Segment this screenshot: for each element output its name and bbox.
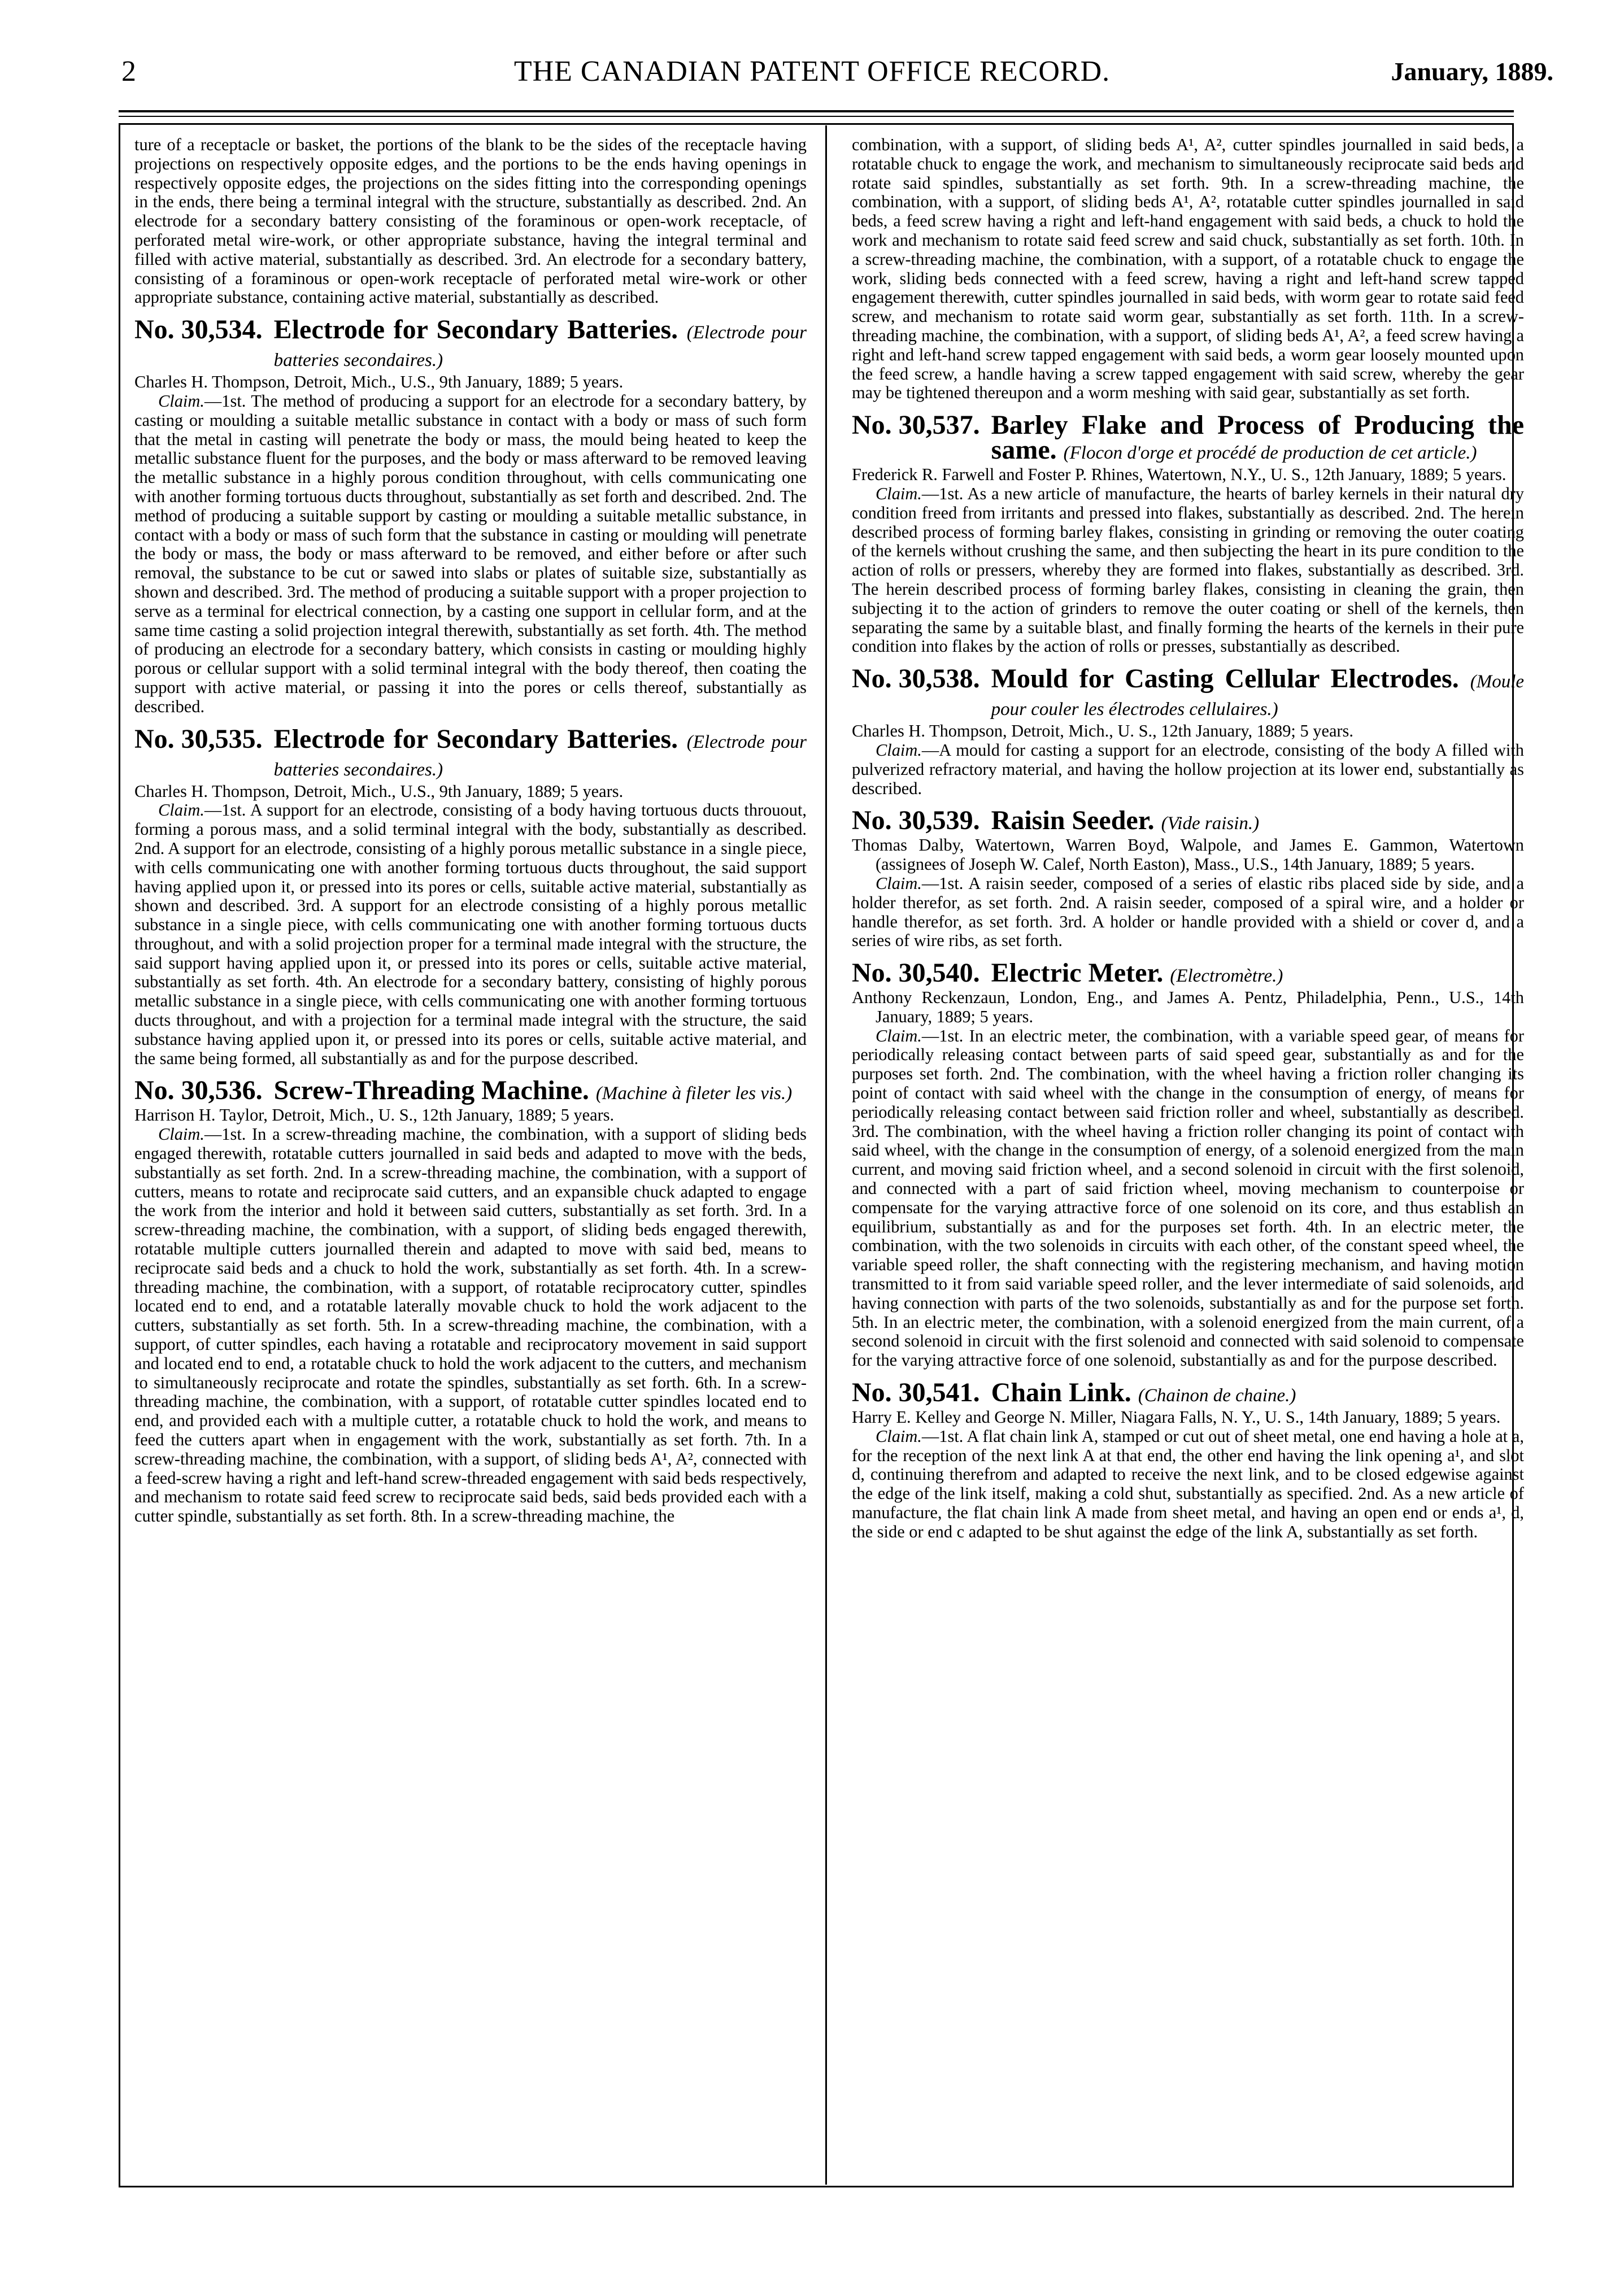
column-divider — [825, 125, 827, 2185]
patent-title: Screw-Threading Machine. — [273, 1075, 589, 1106]
patent-title-block — [991, 805, 1524, 836]
patent-entry — [134, 317, 807, 716]
inventor-line: Charles H. Thompson, Detroit, Mich., U. S., 12th January, 1889; 5 years. — [852, 721, 1353, 741]
patent-number: No. 30,535. — [134, 724, 263, 754]
patent-french-title: (Electromètre.) — [1170, 966, 1283, 987]
patent-french-title: (Flocon d'orge et procédé de production de cet article.) — [1063, 443, 1477, 464]
patent-title: Mould for Casting Cellular Electrodes. — [991, 664, 1459, 694]
patent-title: Barley Flake and Process of Producing the same. — [991, 410, 1524, 465]
claim-body: —1st. A support for an electrode, consisting of a body having tortuous ducts throuout, forming a porous mass, and a solid terminal integral with the body, substantially as described. 2nd. A support for an electrode, consisting of a highly porous metallic substance in a single piece, with cells communicating one with another forming tortuous ducts throughout, the said support having applied upon it, or pressed into its pores or cells, suitable active material, substantially as shown and described. 3rd. A support for an electrode consisting of a highly porous metallic substance in a single piece, with cells communicating one with another forming tortuous ducts throughout, and with a solid projection proper for a terminal made integral with the structure, the said support having applied upon it, or pressed into its pores or cells, suitable active material, substantially as set forth. 4th. An electrode for a secondary battery, consisting of highly porous metallic substance in a single piece, with cells communicating one with another forming tortuous ducts throughout, and with a projection for a terminal made integral with the structure, the said substance having applied upon it, or pressed into its pores or cells, suitable active material, and the same being formed, all substantially as and for the purpose described. — [134, 800, 807, 1068]
claim-label: Claim. — [158, 391, 204, 411]
patent-heading — [134, 1075, 807, 1106]
claim-label: Claim. — [876, 1426, 922, 1446]
claim-label: Claim. — [876, 740, 922, 760]
patent-number: No. 30,536. — [134, 1075, 263, 1106]
claim-label: Claim. — [876, 483, 922, 503]
claim-text — [134, 1125, 807, 1526]
claim-body: —1st. A raisin seeder, composed of a series of elastic ribs placed side by side, and a holder therefor, as set forth. 2nd. A raisin seeder, composed of a spiral wire, and a holder or handle therefor, as set forth. 3rd. A holder or handle provided with a shield or cover d, and a series of wire ribs, as set forth. — [852, 873, 1524, 951]
claim-label: Claim. — [876, 1026, 922, 1045]
inventor-line: Anthony Reckenzaun, London, Eng., and James A. Pentz, Philadelphia, Penn., U.S., 14th January, 1889; 5 years. — [852, 988, 1524, 1026]
left-column — [134, 136, 807, 2177]
patent-title-block — [991, 958, 1524, 988]
continued-claim-text: combination, with a support, of sliding beds A¹, A², cutter spindles journalled in said beds, a rotatable chuck to engage the work, and mechanism to simultaneously reciprocate said beds and rotate said spindles, substantially as set forth. 9th. In a screw-threading machine, the combination, with a support, of sliding beds A¹, A², rotatable cutter spindles journalled in said beds, a feed screw having a right and left-hand engagement with said beds, a chuck to hold the work and mechanism to rotate said feed screw and said chuck, substantially as set forth. 10th. In a screw-threading machine, the combination, with a support, of a rotatable chuck to engage the work, sliding beds connected with a feed screw, having a right and left-hand screw tapped engagement therewith, cutter spindles journalled in said beds, with worm gear to rotate said feed screw, and mechanism to rotate said worm gear, substantially as set forth. 11th. In a screw-threading machine, the combination, with a support, of sliding beds A¹, A², a feed screw having a right and left-hand screw tapped engagement with said beds, a worm gear loosely mounted upon the feed screw, a handle having a screw tapped engagement with said screw, whereby the gear may be tightened thereupon and a worm meshing with said gear, substantially as set forth. — [852, 136, 1524, 403]
patent-title: Electrode for Secondary Batteries. — [273, 315, 678, 345]
claim-text — [852, 1027, 1524, 1370]
right-column — [852, 136, 1524, 2177]
issue-date: January, 1889. — [1391, 57, 1553, 86]
patent-french-title: (Vide raisin.) — [1161, 813, 1260, 834]
patent-number: No. 30,534. — [134, 315, 263, 345]
patent-heading — [852, 410, 1524, 465]
patent-heading — [134, 317, 807, 373]
patent-french-title: (Moule pour couler les électrodes cellulaires.) — [991, 672, 1524, 720]
patent-entry — [852, 1380, 1524, 1542]
inventor-line: Harry E. Kelley and George N. Miller, Niagara Falls, N. Y., U. S., 14th January, 1889; 5 years. — [852, 1407, 1501, 1427]
claim-body: —1st. As a new article of manufacture, the hearts of barley kernels in their natural dry condition freed from irritants and pressed into flakes, substantially as described. 2nd. The herein described process of forming barley flakes, consisting in grinding or removing the outer coating of the kernels without crushing the same, and then subjecting the heart in its pure condition to the action of rolls or pressers, whereby they are formed into flakes, substantially as described. 3rd. The herein described process of forming barley flakes, consisting in cleaning the grain, then subjecting it to the action of grinders to remove the outer coating or shell of the kernels, then separating the same by a suitable blast, and finally forming the hearts of the kernels in their pure condition into flakes by the action of rolls or presses, substantially as described. — [852, 483, 1524, 656]
patent-french-title: (Electrode pour batteries secondaires.) — [273, 322, 807, 371]
claim-text — [852, 874, 1524, 951]
claim-text — [852, 1427, 1524, 1542]
patent-number: No. 30,537. — [852, 410, 980, 441]
claim-body: —1st. A flat chain link A, stamped or cut out of sheet metal, one end having a hole at a, for the reception of the next link A at that end, the other end having the link opening a¹, and slot d, continuing therefrom and adapted to receive the next link, and to be closed edgewise against the edge of the link itself, making a cold shut, substantially as specified. 2nd. As a new article of manufacture, the flat chain link A made from sheet metal, and having an open end or ends a¹, d, the side or end c adapted to be shut against the edge of the link A, substantially as set forth. — [852, 1426, 1524, 1541]
patent-entry — [134, 724, 807, 1069]
patent-heading — [134, 724, 807, 782]
page-title: THE CANADIAN PATENT OFFICE RECORD. — [513, 55, 1111, 88]
claim-body: —1st. In a screw-threading machine, the combination, with a support of sliding beds engaged therewith, rotatable cutters journalled in said beds and adapted to move with the beds, substantially as set forth. 2nd. In a screw-threading machine, the combination, with a support of cutters, means to rotate and reciprocate said cutters, and an expansible chuck adapted to engage the work from the interior and hold it between said cutters, substantially as set forth. 3rd. In a screw-threading machine, the combination, with a support, of sliding beds engaged therewith, rotatable multiple cutters journalled therein and adapted to move with said bed, means to reciprocate said beds and a chuck to hold the work, substantially as set forth. 4th. In a screw-threading machine, the combination, with a support, of rotatable reciprocatory cutter, spindles located end to end, and a rotatable laterally movable chuck to hold the work adjacent to the cutters, substantially as set forth. 5th. In a screw-threading machine, the combination, with a support, of cutter spindles, each having a rotatable and reciprocatory movement in said support and located end to end, a rotatable chuck to hold the work adjacent to the cutters, and mechanism to simultaneously reciprocate and rotate the spindles, substantially as set forth. 6th. In a screw-threading machine, the combination, with a support, of rotatable cutter spindles located end to end, and provided each with a multiple cutter, a rotatable chuck to hold the work, and means to feed the cutters apart when in engagement with the work, substantially as set forth. 7th. In a screw-threading machine, the combination, with a support, of sliding beds A¹, A², connected with a feed-screw having a right and left-hand screw-threaded engagement with said beds respectively, and mechanism to rotate said feed screw to reciprocate said beds, said beds provided each with a cutter spindle, substantially as set forth. 8th. In a screw-threading machine, the — [134, 1125, 807, 1526]
patent-entry — [134, 1075, 807, 1526]
continued-claim-text: ture of a receptacle or basket, the portions of the blank to be the sides of the receptacle having projections on respectively opposite edges, and the portions to be the ends having openings in respectively opposite edges, the projections on the sides fitting into the corresponding openings in the ends, there being a terminal integral with the structure, substantially as described. 2nd. An electrode for a secondary battery consisting of the foraminous or open-work receptacle, of perforated metal wire-work, or other appropriate substance, having the integral terminal and filled with active material, substantially as described. 3rd. An electrode for a secondary battery, consisting of a foraminous or open-work receptacle of perforated metal wire-work or other appropriate substance, containing active material, substantially as described. — [134, 136, 807, 307]
patent-title: Electrode for Secondary Batteries. — [273, 724, 678, 754]
patent-number: No. 30,539. — [852, 805, 980, 836]
patent-entry — [852, 805, 1524, 951]
patent-title-block — [273, 724, 807, 782]
patent-title-block — [273, 1075, 807, 1106]
patent-entry — [852, 958, 1524, 1370]
patent-heading — [852, 805, 1524, 836]
patent-title-block — [274, 317, 807, 373]
patent-heading — [852, 1380, 1524, 1408]
claim-label: Claim. — [158, 800, 204, 820]
inventor-line: Thomas Dalby, Watertown, Warren Boyd, Walpole, and James E. Gammon, Watertown (assignees of Joseph W. Calef, North Easton), Mass., U.S., 14th January, 1889; 5 years. — [852, 835, 1524, 874]
patent-number: No. 30,541. — [852, 1378, 980, 1408]
inventor-line: Charles H. Thompson, Detroit, Mich., U.S., 9th January, 1889; 5 years. — [134, 781, 624, 801]
claim-label: Claim. — [876, 873, 922, 893]
claim-body: —A mould for casting a support for an electrode, consisting of the body A filled with pulverized refractory material, and having the hollow projection at its lower end, substantially as described. — [852, 740, 1524, 798]
claim-text — [852, 485, 1524, 656]
patent-title-block — [991, 410, 1524, 465]
claim-text — [134, 392, 807, 717]
patent-title-block — [991, 1380, 1524, 1408]
patent-french-title: (Machine à fileter les vis.) — [595, 1083, 793, 1104]
patent-heading — [852, 666, 1524, 722]
claim-label: Claim. — [158, 1125, 204, 1144]
patent-french-title: (Electrode pour batteries secondaires.) — [273, 731, 807, 780]
inventor-line: Harrison H. Taylor, Detroit, Mich., U. S., 12th January, 1889; 5 years. — [134, 1105, 615, 1125]
page-number: 2 — [121, 55, 136, 88]
patent-french-title: (Chainon de chaine.) — [1138, 1385, 1296, 1406]
header-rule-thick — [119, 110, 1514, 112]
claim-body: —1st. In an electric meter, the combination, with a variable speed gear, of means for periodically releasing contact between parts of said speed gear, substantially as and for the purposes set forth. 2nd. The combination, with the wheel having a friction roller changing its point of contact with said wheel with the change in the consumption of energy, of means for periodically releasing contact between said friction roller and wheel, substantially as described. 3rd. The combination, with the wheel having a friction roller changing its point of contact with said wheel, with the change in the consumption of energy, of a solenoid energized from the main current, and moving said friction wheel, and a second solenoid in circuit with the first solenoid, and connected with a part of said friction wheel, moving mechanism to counterpoise or compensate for the varying attractive force of one solenoid on its core, and thus establish an equilibrium, substantially as and for the purposes set forth. 4th. In an electric meter, the combination, with the two solenoids in circuits with each other, of the constant speed wheel, the variable speed roller, the shaft connecting with the registering mechanism, and having motion transmitted to it from said variable speed roller, and the lever intermediate of said solenoids, and having connection with parts of the two solenoids, substantially as and for the purpose set forth. 5th. In an electric meter, the combination, with a solenoid energized from the main current, of a second solenoid in circuit with the first solenoid and connected with said solenoid to compensate for the varying attractive force of one solenoid, substantially as and for the purpose described. — [852, 1026, 1524, 1370]
patent-entry — [852, 410, 1524, 656]
patent-title-block — [991, 666, 1524, 722]
patent-number: No. 30,538. — [852, 664, 980, 694]
claim-body: —1st. The method of producing a support for an electrode for a secondary battery, by casting or moulding a suitable metallic substance in contact with a body or mass of such form that the metal in casting will penetrate the body or mass, the mould being heated to keep the metallic substance fluent for the purposes, and the body or mass afterward to be removed leaving the metallic substance in a highly porous condition throughout, with cells communicating one with another forming tortuous ducts throughout, substantially as set forth and described. 2nd. The method of producing a suitable support by casting or moulding a suitable metallic substance, in contact with a body or mass of such form that the substance in casting or moulding will penetrate the body or mass, the body or mass afterward to be removed, and either before or after such removal, the substance to be cut or sawed into slabs or plates of suitable size, substantially as shown and described. 3rd. The method of producing a suitable support with a proper projection to serve as a terminal for electrical connection, by a casting one support in cellular form, and at the same time casting a solid projection integral therewith, substantially as set forth. 4th. The method of producing an electrode for a secondary battery, which consists in casting or moulding highly porous or cellular support with a solid terminal integral with the body thereof, then coating the support with active material, or passing it into the pores or cells thereof, substantially as described. — [134, 391, 807, 716]
inventor-line: Charles H. Thompson, Detroit, Mich., U.S., 9th January, 1889; 5 years. — [134, 372, 624, 392]
header-rule-thin — [119, 116, 1514, 117]
patent-heading — [852, 958, 1524, 988]
patent-title: Electric Meter. — [991, 958, 1164, 988]
claim-text — [852, 741, 1524, 798]
patent-number: No. 30,540. — [852, 958, 980, 988]
claim-text — [134, 801, 807, 1068]
patent-entry — [852, 666, 1524, 798]
inventor-line: Frederick R. Farwell and Foster P. Rhines, Watertown, N.Y., U. S., 12th January, 1889; 5 years. — [852, 465, 1507, 485]
patent-title: Chain Link. — [991, 1378, 1131, 1408]
patent-title: Raisin Seeder. — [991, 805, 1155, 836]
